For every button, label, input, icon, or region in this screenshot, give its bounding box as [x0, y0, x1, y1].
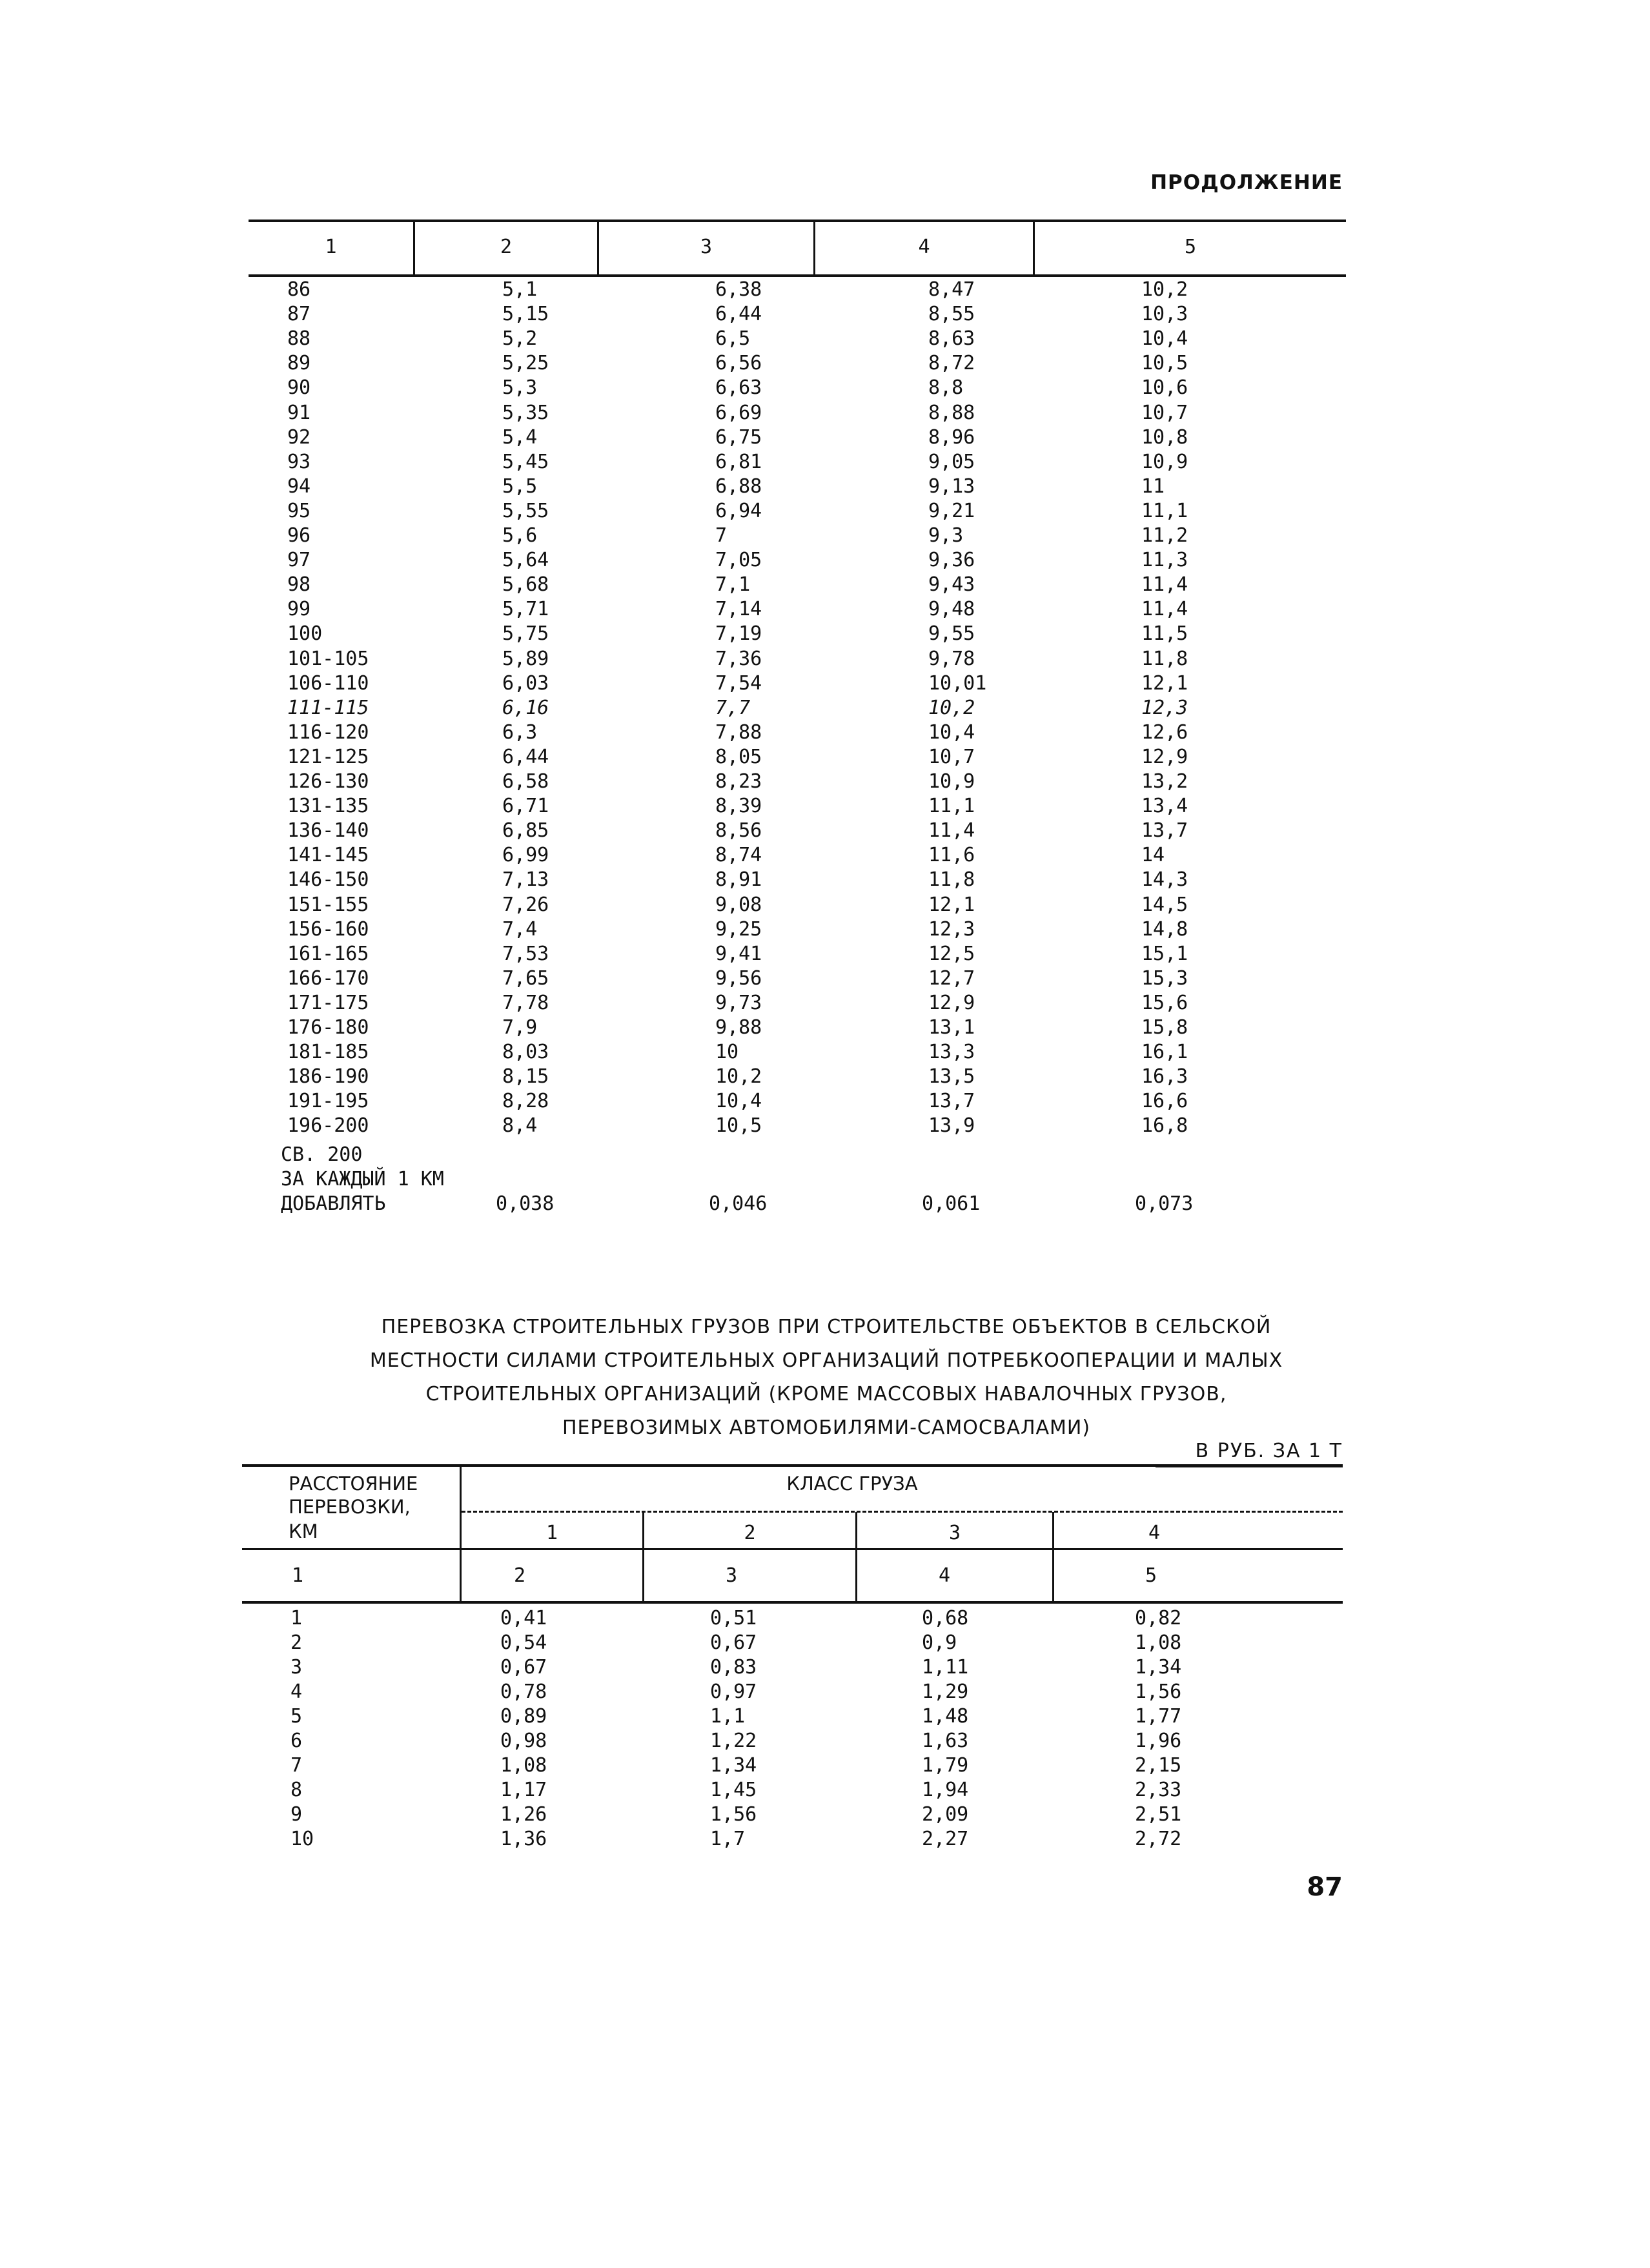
- table-cell: 1,11: [922, 1656, 969, 1679]
- table-cell: 8,15: [502, 1065, 549, 1088]
- table-cell: 12,9: [1141, 745, 1188, 768]
- table-cell: 5,75: [502, 622, 549, 646]
- table-cell: 1,79: [922, 1754, 969, 1777]
- table1-header-col3: 3: [700, 236, 713, 258]
- table-cell: 10,4: [928, 720, 975, 744]
- table-cell: 9,41: [715, 942, 762, 965]
- table1-row-label: 97: [287, 549, 311, 572]
- table2-row-label: 9: [290, 1803, 303, 1826]
- column-number: 5: [1145, 1564, 1157, 1587]
- over-200-label: СВ. 200: [281, 1143, 363, 1166]
- table-cell: 11: [1141, 475, 1165, 498]
- table-cell: 0,89: [500, 1705, 547, 1728]
- table-cell: 2,09: [922, 1803, 969, 1826]
- section-title-line: МЕСТНОСТИ СИЛАМИ СТРОИТЕЛЬНЫХ ОРГАНИЗАЦИЙ ПОТРЕБКООПЕРАЦИИ И МАЛЫХ: [369, 1349, 1283, 1372]
- table-cell: 1,34: [1135, 1656, 1182, 1679]
- table-cell: 8,23: [715, 770, 762, 793]
- table-cell: 16,8: [1141, 1114, 1188, 1138]
- table1-header-col4: 4: [918, 236, 930, 258]
- column-number: 1: [292, 1564, 304, 1587]
- table-cell: 7,9: [502, 1016, 538, 1039]
- table-cell: 6,85: [502, 819, 549, 843]
- table1-row-label: 111-115: [287, 696, 369, 719]
- table1-row-label: 92: [287, 425, 311, 449]
- table-cell: 0,98: [500, 1730, 547, 1752]
- table1-row-label: 88: [287, 327, 311, 351]
- table1-header-col2: 2: [500, 236, 513, 258]
- table-cell: 1,08: [500, 1754, 547, 1777]
- table-cell: 13,5: [928, 1065, 975, 1088]
- table-cell: 7,36: [715, 647, 762, 670]
- table1-row-label: 126-130: [287, 770, 369, 793]
- table-cell: 9,43: [928, 573, 975, 597]
- table-cell: 9,36: [928, 549, 975, 572]
- add-label: ДОБАВЛЯТЬ: [281, 1192, 386, 1215]
- table-cell: 11,2: [1141, 524, 1188, 547]
- table-cell: 0,78: [500, 1681, 547, 1703]
- table-cell: 12,3: [928, 917, 975, 941]
- table1-row-label: 95: [287, 499, 311, 522]
- table2-row-label: 2: [290, 1631, 303, 1654]
- table1-row-label: 171-175: [287, 991, 369, 1014]
- table-cell: 5,6: [502, 524, 538, 547]
- table-cell: 11,4: [928, 819, 975, 843]
- table-cell: 11,5: [1141, 622, 1188, 646]
- table-cell: 1,22: [710, 1730, 757, 1752]
- table-cell: 13,3: [928, 1041, 975, 1064]
- table-cell: 5,71: [502, 598, 549, 621]
- table-cell: 11,4: [1141, 598, 1188, 621]
- table-cell: 0,67: [710, 1631, 757, 1654]
- table-cell: 0,83: [710, 1656, 757, 1679]
- table-cell: 6,69: [715, 401, 762, 424]
- table-cell: 12,7: [928, 966, 975, 990]
- table-cell: 12,5: [928, 942, 975, 965]
- table-cell: 5,64: [502, 549, 549, 572]
- table-cell: 1,45: [710, 1779, 757, 1801]
- table-cell: 5,68: [502, 573, 549, 597]
- table-cell: 12,1: [1141, 671, 1188, 695]
- table-cell: 2,72: [1135, 1828, 1182, 1850]
- table1-row-label: 91: [287, 401, 311, 424]
- table-cell: 7,19: [715, 622, 762, 646]
- table-cell: 2,51: [1135, 1803, 1182, 1826]
- section-title-line: ПЕРЕВОЗКА СТРОИТЕЛЬНЫХ ГРУЗОВ ПРИ СТРОИТЕЛЬСТВЕ ОБЪЕКТОВ В СЕЛЬСКОЙ: [381, 1316, 1272, 1338]
- table-cell: 7,4: [502, 917, 538, 941]
- table-cell: 9,73: [715, 991, 762, 1014]
- table1-row-label: 136-140: [287, 819, 369, 843]
- table-cell: 9,88: [715, 1016, 762, 1039]
- table1-row-label: 98: [287, 573, 311, 597]
- table-cell: 6,58: [502, 770, 549, 793]
- section-title-line: ПЕРЕВОЗИМЫХ АВТОМОБИЛЯМИ-САМОСВАЛАМИ): [562, 1416, 1091, 1439]
- table1-row-label: 93: [287, 450, 311, 473]
- table-cell: 1,36: [500, 1828, 547, 1850]
- table-cell: 7,26: [502, 893, 549, 916]
- table-cell: 6,81: [715, 450, 762, 473]
- table-cell: 11,4: [1141, 573, 1188, 597]
- table-cell: 13,7: [1141, 819, 1188, 843]
- table-cell: 5,89: [502, 647, 549, 670]
- table-cell: 10,9: [1141, 450, 1188, 473]
- table-cell: 2,33: [1135, 1779, 1182, 1801]
- each-km-label: ЗА КАЖДЫЙ 1 КМ: [281, 1168, 444, 1190]
- table1-row-label: 86: [287, 278, 311, 301]
- table-cell: 9,48: [928, 598, 975, 621]
- table-cell: 8,03: [502, 1041, 549, 1064]
- table1-row-label: 156-160: [287, 917, 369, 941]
- table1-row-label: 116-120: [287, 720, 369, 744]
- class-number: 3: [948, 1522, 961, 1544]
- table-cell: 7,1: [715, 573, 751, 597]
- table-cell: 8,39: [715, 795, 762, 818]
- table-cell: 10,7: [928, 745, 975, 768]
- table-cell: 9,56: [715, 966, 762, 990]
- table1-row-label: 166-170: [287, 966, 369, 990]
- table-cell: 0,061: [922, 1192, 981, 1215]
- table1-row-label: 94: [287, 475, 311, 498]
- table-cell: 10,01: [928, 671, 987, 695]
- table-cell: 13,4: [1141, 795, 1188, 818]
- table1-row-label: 106-110: [287, 671, 369, 695]
- table-cell: 0,97: [710, 1681, 757, 1703]
- table-cell: 0,54: [500, 1631, 547, 1654]
- table-cell: 5,3: [502, 376, 538, 400]
- table-cell: 1,34: [710, 1754, 757, 1777]
- table1-row-label: 176-180: [287, 1016, 369, 1039]
- table-cell: 5,35: [502, 401, 549, 424]
- table-cell: 5,25: [502, 352, 549, 375]
- table-cell: 11,8: [1141, 647, 1188, 670]
- table-cell: 7,14: [715, 598, 762, 621]
- table-cell: 7,54: [715, 671, 762, 695]
- table-cell: 10,2: [715, 1065, 762, 1088]
- table-cell: 15,6: [1141, 991, 1188, 1014]
- table-cell: 6,71: [502, 795, 549, 818]
- table-cell: 11,1: [928, 795, 975, 818]
- table-cell: 0,51: [710, 1607, 757, 1629]
- table-cell: 7: [715, 524, 728, 547]
- table2-row-label: 1: [290, 1607, 303, 1629]
- table-cell: 6,03: [502, 671, 549, 695]
- table-cell: 10,6: [1141, 376, 1188, 400]
- table1-header-col5: 5: [1184, 236, 1197, 258]
- table1-row-label: 141-145: [287, 844, 369, 867]
- table1-header-col1: 1: [325, 236, 337, 258]
- table-cell: 8,28: [502, 1090, 549, 1113]
- table-cell: 14,3: [1141, 868, 1188, 892]
- table2-row-label: 3: [290, 1656, 303, 1679]
- table-cell: 6,38: [715, 278, 762, 301]
- table-cell: 8,63: [928, 327, 975, 351]
- table-cell: 8,55: [928, 303, 975, 326]
- table-cell: 7,65: [502, 966, 549, 990]
- table-cell: 5,2: [502, 327, 538, 351]
- table2-row-label: 10: [290, 1828, 314, 1850]
- table-cell: 5,1: [502, 278, 538, 301]
- table-cell: 5,45: [502, 450, 549, 473]
- table-cell: 1,56: [1135, 1681, 1182, 1703]
- table-cell: 10,9: [928, 770, 975, 793]
- table-cell: 12,3: [1141, 696, 1188, 719]
- table-cell: 1,96: [1135, 1730, 1182, 1752]
- table2-row-label: 5: [290, 1705, 303, 1728]
- table2-row-label: 6: [290, 1730, 303, 1752]
- table1-row-label: 131-135: [287, 795, 369, 818]
- table-cell: 6,75: [715, 425, 762, 449]
- table-cell: 8,8: [928, 376, 964, 400]
- table1-row-label: 181-185: [287, 1041, 369, 1064]
- table-cell: 16,3: [1141, 1065, 1188, 1088]
- table-cell: 6,99: [502, 844, 549, 867]
- table-cell: 8,96: [928, 425, 975, 449]
- table-cell: 0,82: [1135, 1607, 1182, 1629]
- table-cell: 1,7: [710, 1828, 746, 1850]
- table-cell: 8,05: [715, 745, 762, 768]
- table-cell: 7,78: [502, 991, 549, 1014]
- table-cell: 8,56: [715, 819, 762, 843]
- table-cell: 8,72: [928, 352, 975, 375]
- distance-header: ПЕРЕВОЗКИ,: [289, 1496, 411, 1518]
- table-cell: 1,56: [710, 1803, 757, 1826]
- table-cell: 9,25: [715, 917, 762, 941]
- table1-row-label: 101-105: [287, 647, 369, 670]
- table-cell: 6,3: [502, 720, 538, 744]
- section-title-line: СТРОИТЕЛЬНЫХ ОРГАНИЗАЦИЙ (КРОМЕ МАССОВЫХ НАВАЛОЧНЫХ ГРУЗОВ,: [425, 1383, 1227, 1405]
- table-cell: 13,7: [928, 1090, 975, 1113]
- table-cell: 6,44: [715, 303, 762, 326]
- table-cell: 10,5: [715, 1114, 762, 1138]
- table-cell: 10,8: [1141, 425, 1188, 449]
- class-number: 1: [545, 1522, 558, 1544]
- section-title: [245, 1311, 1407, 1445]
- table-cell: 2,15: [1135, 1754, 1182, 1777]
- table1-row-label: 151-155: [287, 893, 369, 916]
- table1-row-label: 186-190: [287, 1065, 369, 1088]
- table-cell: 6,56: [715, 352, 762, 375]
- continued-label: ПРОДОЛЖЕНИЕ: [1150, 171, 1343, 194]
- table-cell: 2,27: [922, 1828, 969, 1850]
- column-number: 3: [725, 1564, 738, 1587]
- table-cell: 0,9: [922, 1631, 957, 1654]
- table-cell: 9,08: [715, 893, 762, 916]
- table-cell: 6,5: [715, 327, 751, 351]
- table-cell: 12,6: [1141, 720, 1188, 744]
- table-cell: 0,68: [922, 1607, 969, 1629]
- page-number: 87: [1307, 1872, 1343, 1902]
- table2-row-label: 4: [290, 1681, 303, 1703]
- table-cell: 10,4: [715, 1090, 762, 1113]
- table2-top-rule: [242, 1464, 1343, 1467]
- cargo-class-header: КЛАСС ГРУЗА: [786, 1473, 918, 1495]
- table2-dashed-rule: [462, 1511, 1343, 1513]
- class-number: 2: [744, 1522, 756, 1544]
- table2-row-label: 7: [290, 1754, 303, 1777]
- table-cell: 13,1: [928, 1016, 975, 1039]
- table-cell: 6,16: [502, 696, 549, 719]
- table1-row-label: 146-150: [287, 868, 369, 892]
- table-cell: 15,8: [1141, 1016, 1188, 1039]
- table-cell: 1,77: [1135, 1705, 1182, 1728]
- table-cell: 10,5: [1141, 352, 1188, 375]
- table-cell: 7,05: [715, 549, 762, 572]
- column-number: 2: [513, 1564, 526, 1587]
- table-cell: 7,88: [715, 720, 762, 744]
- table2-numbers-rule: [242, 1601, 1343, 1604]
- table-cell: 12,1: [928, 893, 975, 916]
- table1-row-label: 99: [287, 598, 311, 621]
- table-cell: 1,26: [500, 1803, 547, 1826]
- table-cell: 12,9: [928, 991, 975, 1014]
- table-cell: 9,21: [928, 499, 975, 522]
- table-cell: 0,046: [709, 1192, 768, 1215]
- table-cell: 5,15: [502, 303, 549, 326]
- table-cell: 11,1: [1141, 499, 1188, 522]
- table-cell: 1,48: [922, 1705, 969, 1728]
- table-cell: 11,8: [928, 868, 975, 892]
- column-number: 4: [938, 1564, 951, 1587]
- table-cell: 8,74: [715, 844, 762, 867]
- table-cell: 16,6: [1141, 1090, 1188, 1113]
- distance-header: РАССТОЯНИЕ: [289, 1473, 418, 1495]
- table1-row-label: 161-165: [287, 942, 369, 965]
- table-cell: 1,63: [922, 1730, 969, 1752]
- table1-row-label: 191-195: [287, 1090, 369, 1113]
- table-cell: 8,4: [502, 1114, 538, 1138]
- table-cell: 10,2: [1141, 278, 1188, 301]
- table-cell: 14,8: [1141, 917, 1188, 941]
- table-cell: 9,78: [928, 647, 975, 670]
- table1-row-label: 89: [287, 352, 311, 375]
- table-cell: 6,44: [502, 745, 549, 768]
- table1-row-label: 96: [287, 524, 311, 547]
- table-cell: 6,94: [715, 499, 762, 522]
- table-cell: 9,55: [928, 622, 975, 646]
- table-cell: 14: [1141, 844, 1165, 867]
- table-cell: 13,2: [1141, 770, 1188, 793]
- table-cell: 0,41: [500, 1607, 547, 1629]
- table-cell: 0,073: [1135, 1192, 1194, 1215]
- table2-row-label: 8: [290, 1779, 303, 1801]
- table1-row-label: 121-125: [287, 745, 369, 768]
- table1-row-label: 196-200: [287, 1114, 369, 1138]
- table1-row-label: 87: [287, 303, 311, 326]
- table-cell: 7,7: [715, 696, 751, 719]
- table1-row-label: 100: [287, 622, 323, 646]
- table-cell: 8,47: [928, 278, 975, 301]
- table-cell: 8,88: [928, 401, 975, 424]
- table-cell: 1,17: [500, 1779, 547, 1801]
- table-cell: 10: [715, 1041, 739, 1064]
- table-cell: 10,3: [1141, 303, 1188, 326]
- unit-label: В РУБ. ЗА 1 Т: [1195, 1440, 1343, 1462]
- table-cell: 13,9: [928, 1114, 975, 1138]
- table-cell: 6,88: [715, 475, 762, 498]
- table-cell: 1,29: [922, 1681, 969, 1703]
- table-cell: 9,05: [928, 450, 975, 473]
- table-cell: 5,4: [502, 425, 538, 449]
- table2-header-rule: [242, 1548, 1343, 1550]
- table-cell: 5,55: [502, 499, 549, 522]
- table-cell: 9,13: [928, 475, 975, 498]
- table-cell: 9,3: [928, 524, 964, 547]
- table-cell: 1,94: [922, 1779, 969, 1801]
- table-cell: 10,7: [1141, 401, 1188, 424]
- table-cell: 0,67: [500, 1656, 547, 1679]
- table-cell: 16,1: [1141, 1041, 1188, 1064]
- table-cell: 7,53: [502, 942, 549, 965]
- table-cell: 0,038: [496, 1192, 555, 1215]
- table-cell: 1,1: [710, 1705, 746, 1728]
- table-cell: 15,3: [1141, 966, 1188, 990]
- table1-row-label: 90: [287, 376, 311, 400]
- table-cell: 10,2: [928, 696, 975, 719]
- table-cell: 6,63: [715, 376, 762, 400]
- table-cell: 7,13: [502, 868, 549, 892]
- class-number: 4: [1148, 1522, 1161, 1544]
- table-cell: 11,3: [1141, 549, 1188, 572]
- table-cell: 15,1: [1141, 942, 1188, 965]
- table-cell: 10,4: [1141, 327, 1188, 351]
- table-cell: 14,5: [1141, 893, 1188, 916]
- distance-header: КМ: [289, 1520, 318, 1542]
- table-cell: 1,08: [1135, 1631, 1182, 1654]
- table-cell: 8,91: [715, 868, 762, 892]
- table-cell: 5,5: [502, 475, 538, 498]
- table-cell: 11,6: [928, 844, 975, 867]
